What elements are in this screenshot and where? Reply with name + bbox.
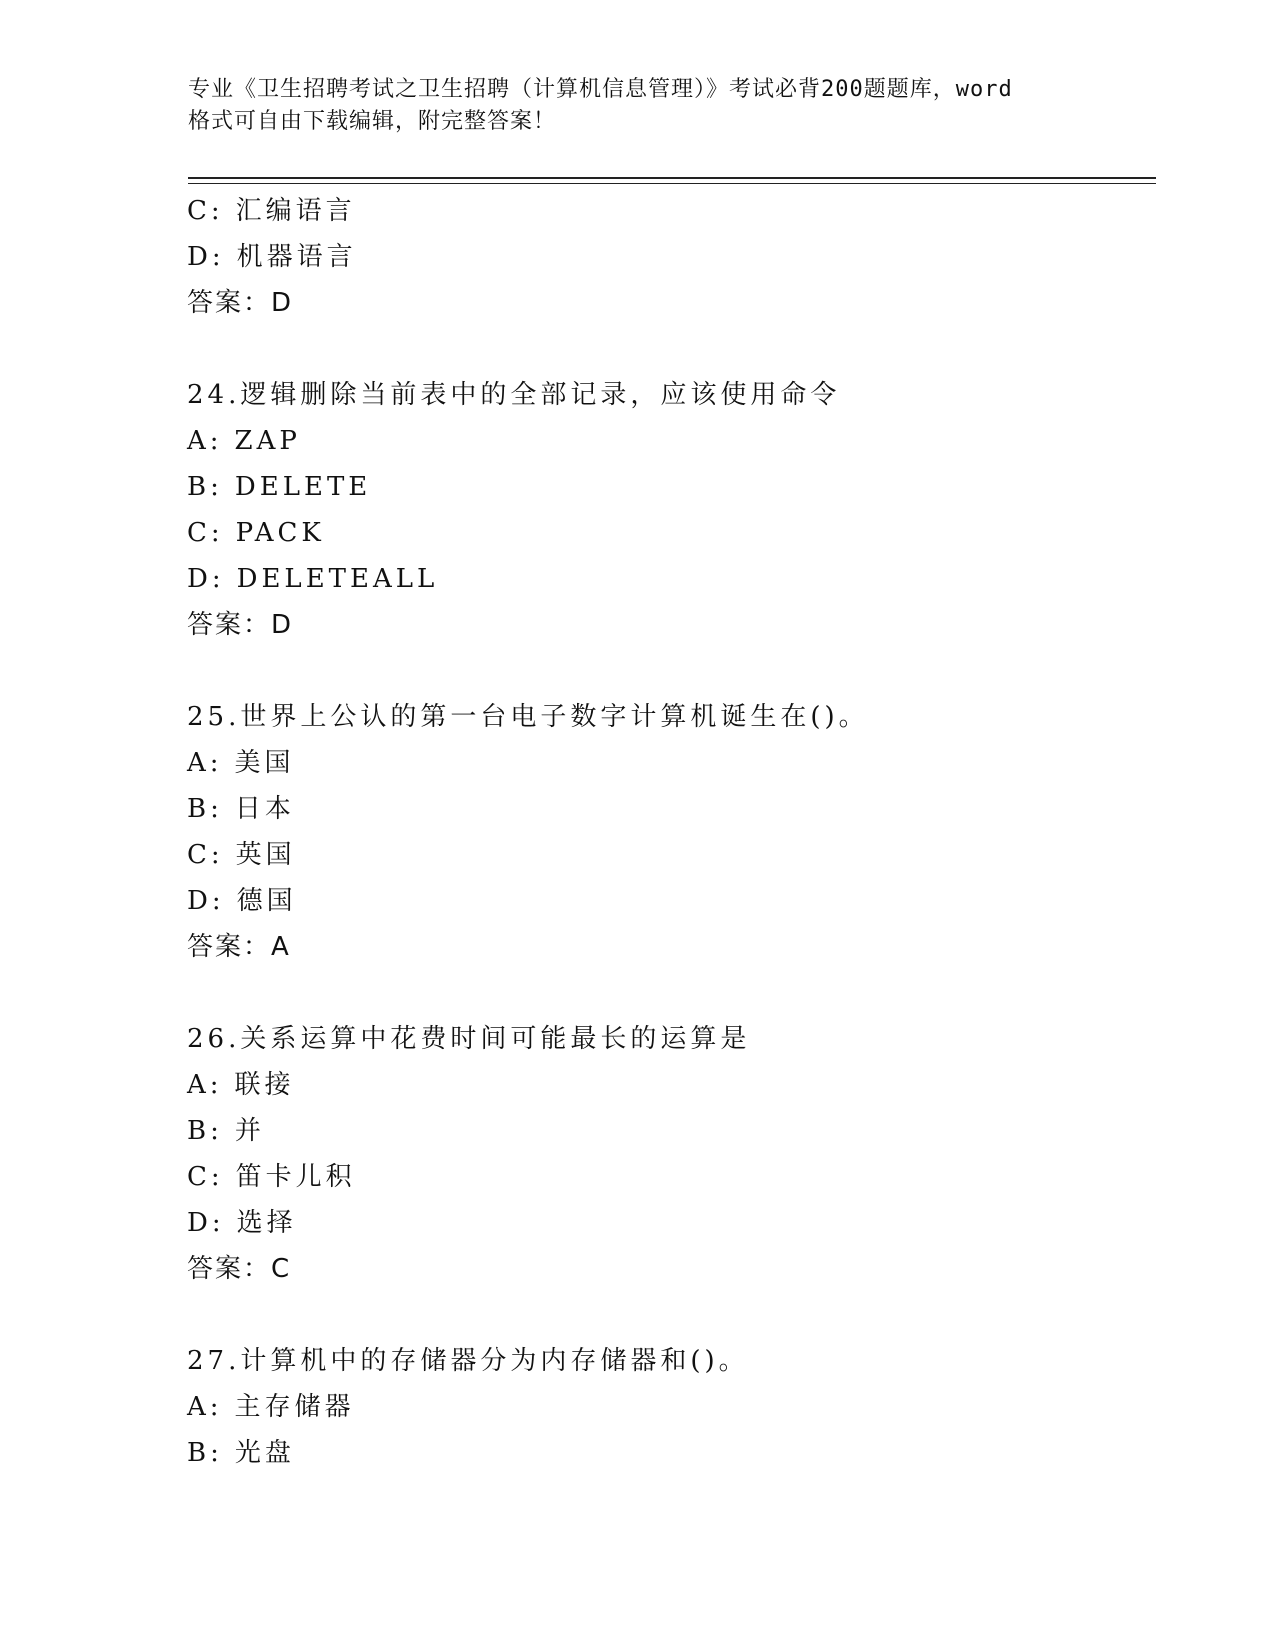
option-row (187, 464, 1155, 510)
question-stem (187, 1016, 1155, 1062)
answer-label: 答案： (187, 610, 272, 640)
option-label: C: (187, 518, 224, 548)
answer-value: D (271, 288, 294, 318)
option-text: 主存储器 (234, 1392, 355, 1422)
option-label: D: (187, 886, 225, 916)
answer-value: C (271, 1254, 292, 1284)
question-26 (187, 1016, 1155, 1292)
option-row (187, 510, 1155, 556)
option-label: A: (187, 1392, 223, 1422)
option-text: 日本 (234, 794, 295, 824)
option-label: A: (187, 1070, 223, 1100)
option-row (187, 1154, 1155, 1200)
answer-label: 答案： (187, 1254, 272, 1284)
option-row (187, 786, 1155, 832)
header-line-1: 专业《卫生招聘考试之卫生招聘（计算机信息管理）》考试必背200题题库，word (188, 77, 1013, 102)
question-text: 世界上公认的第一台电子数字计算机诞生在()。 (240, 702, 869, 732)
option-text: 联接 (234, 1070, 295, 1100)
question-list (187, 188, 1155, 1476)
question-24 (187, 372, 1155, 648)
option-label: D: (187, 1208, 225, 1238)
answer-row (187, 1246, 1155, 1292)
question-text: 关系运算中花费时间可能最长的运算是 (240, 1024, 751, 1054)
question-stem (187, 1338, 1155, 1384)
option-text: 德国 (236, 886, 297, 916)
question-continuation (187, 188, 1155, 326)
option-row (187, 740, 1155, 786)
option-row (187, 418, 1155, 464)
option-label: A: (187, 748, 223, 778)
option-text: DELETEALL (236, 564, 439, 594)
option-label: B: (187, 794, 223, 824)
option-text: ZAP (234, 426, 301, 456)
option-row (187, 1062, 1155, 1108)
question-number: 27. (187, 1346, 241, 1376)
option-label: D: (187, 242, 225, 272)
option-label: B: (187, 1438, 223, 1468)
option-row (187, 1200, 1155, 1246)
option-label: A: (187, 426, 223, 456)
option-text: PACK (235, 518, 325, 548)
option-label: D: (187, 564, 225, 594)
option-text: 笛卡儿积 (235, 1162, 356, 1192)
option-text: 选择 (236, 1208, 297, 1238)
answer-label: 答案： (187, 288, 272, 318)
option-text: DELETE (234, 472, 372, 502)
question-27 (187, 1338, 1155, 1476)
option-text: 并 (234, 1116, 265, 1146)
option-row (187, 188, 1155, 234)
answer-value: A (271, 932, 291, 962)
answer-row (187, 280, 1155, 326)
option-text: 光盘 (234, 1438, 295, 1468)
option-label: C: (187, 196, 224, 226)
option-row (187, 878, 1155, 924)
answer-value: D (271, 610, 294, 640)
option-row (187, 556, 1155, 602)
option-row (187, 1108, 1155, 1154)
option-label: C: (187, 1162, 224, 1192)
option-text: 英国 (235, 840, 296, 870)
answer-row (187, 602, 1155, 648)
option-text: 汇编语言 (235, 196, 356, 226)
option-row (187, 1430, 1155, 1476)
question-25 (187, 694, 1155, 970)
question-stem (187, 694, 1155, 740)
header-line-2: 格式可自由下载编辑，附完整答案！ (188, 109, 557, 134)
option-text: 机器语言 (236, 242, 357, 272)
question-number: 26. (187, 1024, 241, 1054)
option-label: C: (187, 840, 224, 870)
option-row (187, 1384, 1155, 1430)
answer-row (187, 924, 1155, 970)
answer-label: 答案： (187, 932, 272, 962)
question-stem (187, 372, 1155, 418)
option-label: B: (187, 472, 223, 502)
question-text: 逻辑删除当前表中的全部记录，应该使用命令 (240, 380, 841, 410)
header-divider-thick (188, 177, 1156, 179)
question-number: 24. (187, 380, 241, 410)
option-row (187, 234, 1155, 280)
option-text: 美国 (234, 748, 295, 778)
option-label: B: (187, 1116, 223, 1146)
document-header (188, 74, 1088, 138)
header-divider-thin (188, 183, 1156, 184)
question-number: 25. (187, 702, 241, 732)
question-text: 计算机中的存储器分为内存储器和()。 (240, 1346, 749, 1376)
option-row (187, 832, 1155, 878)
